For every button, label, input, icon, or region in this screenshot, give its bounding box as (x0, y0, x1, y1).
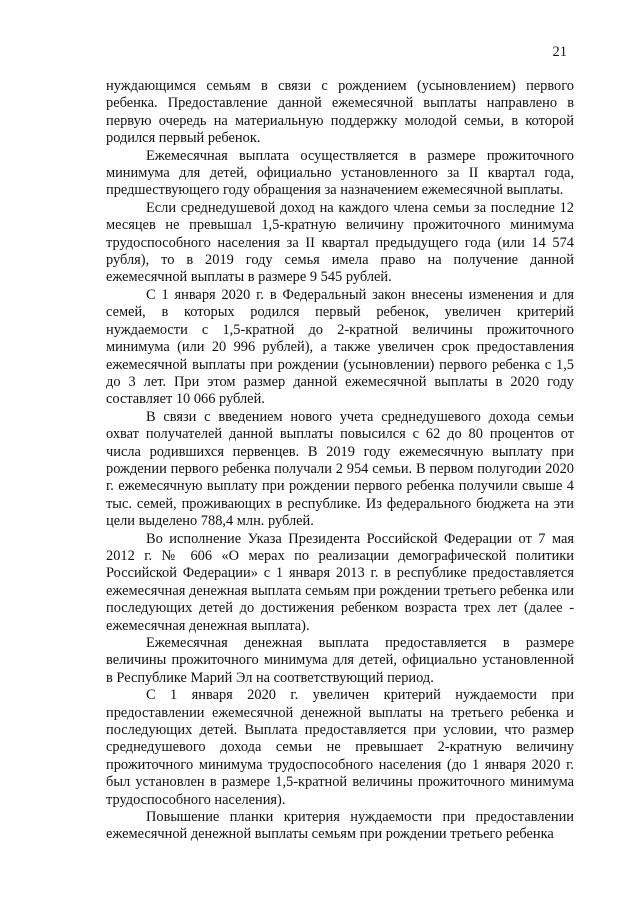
page-number: 21 (552, 44, 567, 60)
paragraph: нуждающимся семьям в связи с рождением (усыновлением) первого ребенка. Предоставление данной ежемесячной выплаты направлено в первую очередь на материальную поддержку молодой семьи, в которой родился первый ребенок. (106, 78, 574, 147)
document-body (106, 78, 574, 844)
paragraph: В связи с введением нового учета среднедушевого дохода семьи охват получателей данной выплаты повысился с 62 до 80 процентов от числа родившихся первенцев. В 2019 году ежемесячную выплату при рождении первого ребенка получали 2 954 семьи. В первом полугодии 2020 г. ежемесячную выплату при рождении первого ребенка получили свыше 4 тыс. семей, проживающих в республике. Из федерального бюджета на эти цели выделено 788,4 млн. рублей. (106, 408, 574, 530)
paragraph: Ежемесячная денежная выплата предоставляется в размере величины прожиточного минимума для детей, официально установленной в Республике Марий Эл на соответствующий период. (106, 635, 574, 686)
paragraph: Если среднедушевой доход на каждого члена семьи за последние 12 месяцев не превышал 1,5-кратную величину прожиточного минимума трудоспособного населения за II квартал предыдущего года (или 14 574 рубля), то в 2019 году семья имела право на получение данной ежемесячной выплаты в размере 9 545 рублей. (106, 199, 574, 286)
paragraph: Во исполнение Указа Президента Российской Федерации от 7 мая 2012 г. № 606 «О мерах по реализации демографической политики Российской Федерации» с 1 января 2013 г. в республике предоставляется ежемесячная денежная выплата семьям при рождении третьего ребенка или последующих детей до достижения ребенком возраста трех лет (далее - ежемесячная денежная выплата). (106, 530, 574, 634)
paragraph: Ежемесячная выплата осуществляется в размере прожиточного минимума для детей, официально установленного за II квартал года, предшествующего году обращения за назначением ежемесячной выплаты. (106, 147, 574, 199)
paragraph: Повышение планки критерия нуждаемости при предоставлении ежемесячной денежной выплаты семьям при рождении третьего ребенка (106, 809, 574, 843)
paragraph: С 1 января 2020 г. увеличен критерий нуждаемости при предоставлении ежемесячной денежной выплаты на третьего ребенка и последующих детей. Выплата предоставляется при условии, что размер среднедушевого дохода семьи не превышает 2-кратную величину прожиточного минимума трудоспособного населения (до 1 января 2020 г. был установлен в размере 1,5-кратной величины прожиточного минимума трудоспособного населения). (106, 687, 574, 808)
paragraph: С 1 января 2020 г. в Федеральный закон внесены изменения и для семей, в которых родился первый ребенок, увеличен критерий нуждаемости с 1,5-кратной до 2-кратной величины прожиточного минимума (или 20 996 рублей), а также увеличен срок предоставления ежемесячной выплаты при рождении (усыновлении) первого ребенка с 1,5 до 3 лет. При этом размер данной ежемесячной выплаты в 2020 году составляет 10 066 рублей. (106, 286, 574, 408)
